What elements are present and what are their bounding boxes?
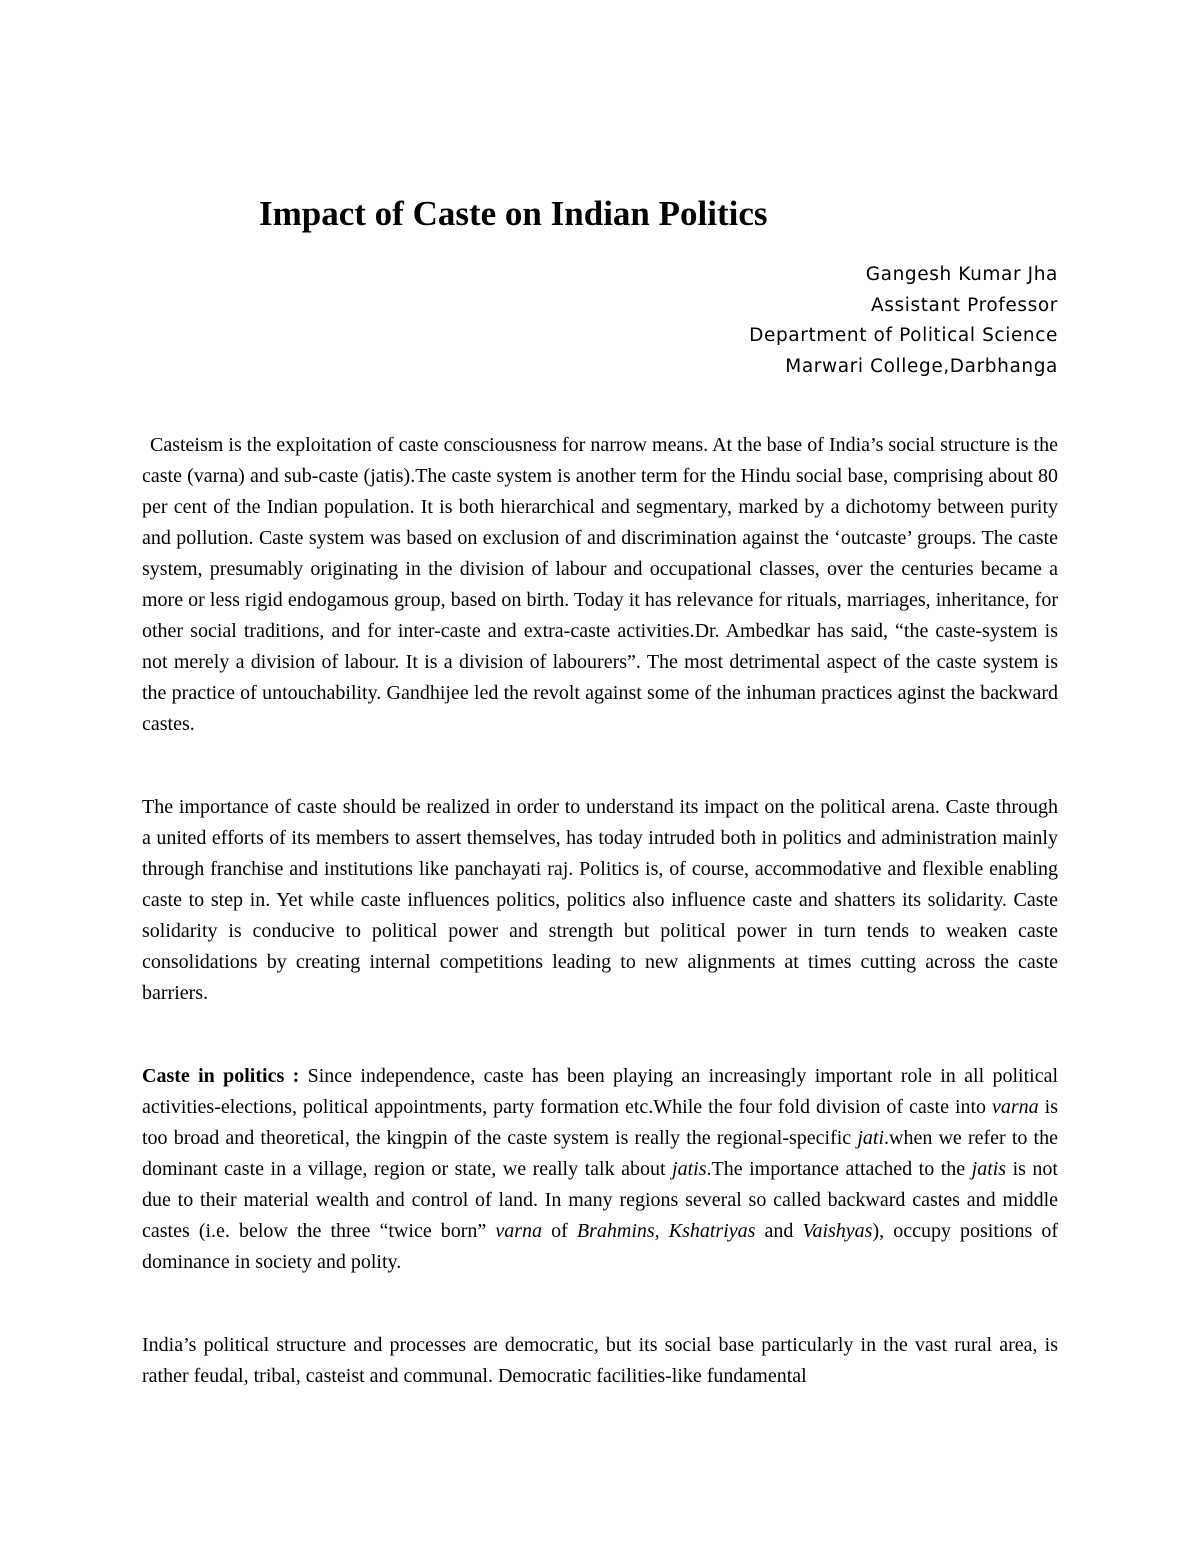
italic-term: jati bbox=[857, 1127, 885, 1149]
italic-term: jatis bbox=[672, 1158, 707, 1180]
text-run: is too broad and theoretical, the kingpin of the caste system is really the regional-specific bbox=[142, 1096, 1058, 1149]
author-department: Department of Political Science bbox=[749, 325, 1058, 346]
author-position: Assistant Professor bbox=[870, 294, 1058, 316]
paragraph-importance: The importance of caste should be realized in order to understand its impact on the political arena. Caste through a united efforts of its members to assert themselves, has today intruded both in politics and administration mainly through franchise and institutions like panchayati raj. Politics is, of course, accommodative and flexible enabling caste to step in. Yet while caste influences politics, politics also influence caste and shatters its solidarity. Caste solidarity is conducive to political power and strength but political power in turn tends to weaken caste consolidations by creating internal competitions leading to new alignments at times cutting across the caste barriers. bbox=[142, 796, 1058, 1004]
paragraph-political-structure: India’s political structure and processes are democratic, but its social base particularly in the vast rural area, is rather feudal, tribal, casteist and communal. Democratic facilities-like fundamental bbox=[142, 1334, 1058, 1387]
author-block bbox=[749, 260, 1058, 382]
italic-term: varna bbox=[495, 1220, 543, 1242]
text-run: is not due to their material wealth and control of land. In many regions several so called backward castes and middle castes (i.e. below the three “twice born” bbox=[142, 1158, 1058, 1242]
paragraph-intro: Casteism is the exploitation of caste consciousness for narrow means. At the base of India’s social structure is the caste (varna) and sub-caste (jatis).The caste system is another term for the Hindu social base, comprising about 80 per cent of the Indian population. It is both hierarchical and segmentary, marked by a dichotomy between purity and pollution. Caste system was based on exclusion of and discrimination against the ‘outcaste’ groups. The caste system, presumably originating in the division of labour and occupational classes, over the centuries became a more or less rigid endogamous group, based on birth. Today it has relevance for rituals, marriages, inheritance, for other social traditions, and for inter-caste and extra-caste activities.Dr. Ambedkar has said, “the caste-system is not merely a division of labour. It is a division of labourers”. The most detrimental aspect of the caste system is the practice of untouchability. Gandhijee led the revolt against some of the inhuman practices aginst the backward castes. bbox=[142, 434, 1058, 735]
text-run: .The importance attached to the bbox=[706, 1158, 972, 1180]
text-run: .when we refer to the dominant caste in a village, region or state, we really talk about bbox=[142, 1127, 1058, 1180]
paragraph-caste-in-politics bbox=[142, 1061, 1058, 1278]
section-heading: Caste in politics : bbox=[142, 1065, 300, 1087]
italic-term: jatis bbox=[971, 1158, 1007, 1180]
author-name: Gangesh Kumar Jha bbox=[865, 264, 1058, 285]
italic-term: Vaishyas bbox=[802, 1220, 873, 1242]
italic-term: varna bbox=[992, 1096, 1039, 1118]
text-run: Since independence, caste has been playing an increasingly important role in all political activities-elections, political appointments, party formation etc.While the four fold division of caste into bbox=[142, 1065, 1059, 1118]
text-run: of bbox=[542, 1220, 577, 1242]
document-title: Impact of Caste on Indian Politics bbox=[259, 194, 768, 233]
text-run: and bbox=[755, 1220, 803, 1242]
italic-term: Brahmins, Kshatriyas bbox=[576, 1220, 756, 1242]
author-institution: Marwari College,Darbhanga bbox=[785, 355, 1058, 377]
text-run: ), occupy positions of dominance in society and polity. bbox=[142, 1220, 1058, 1273]
